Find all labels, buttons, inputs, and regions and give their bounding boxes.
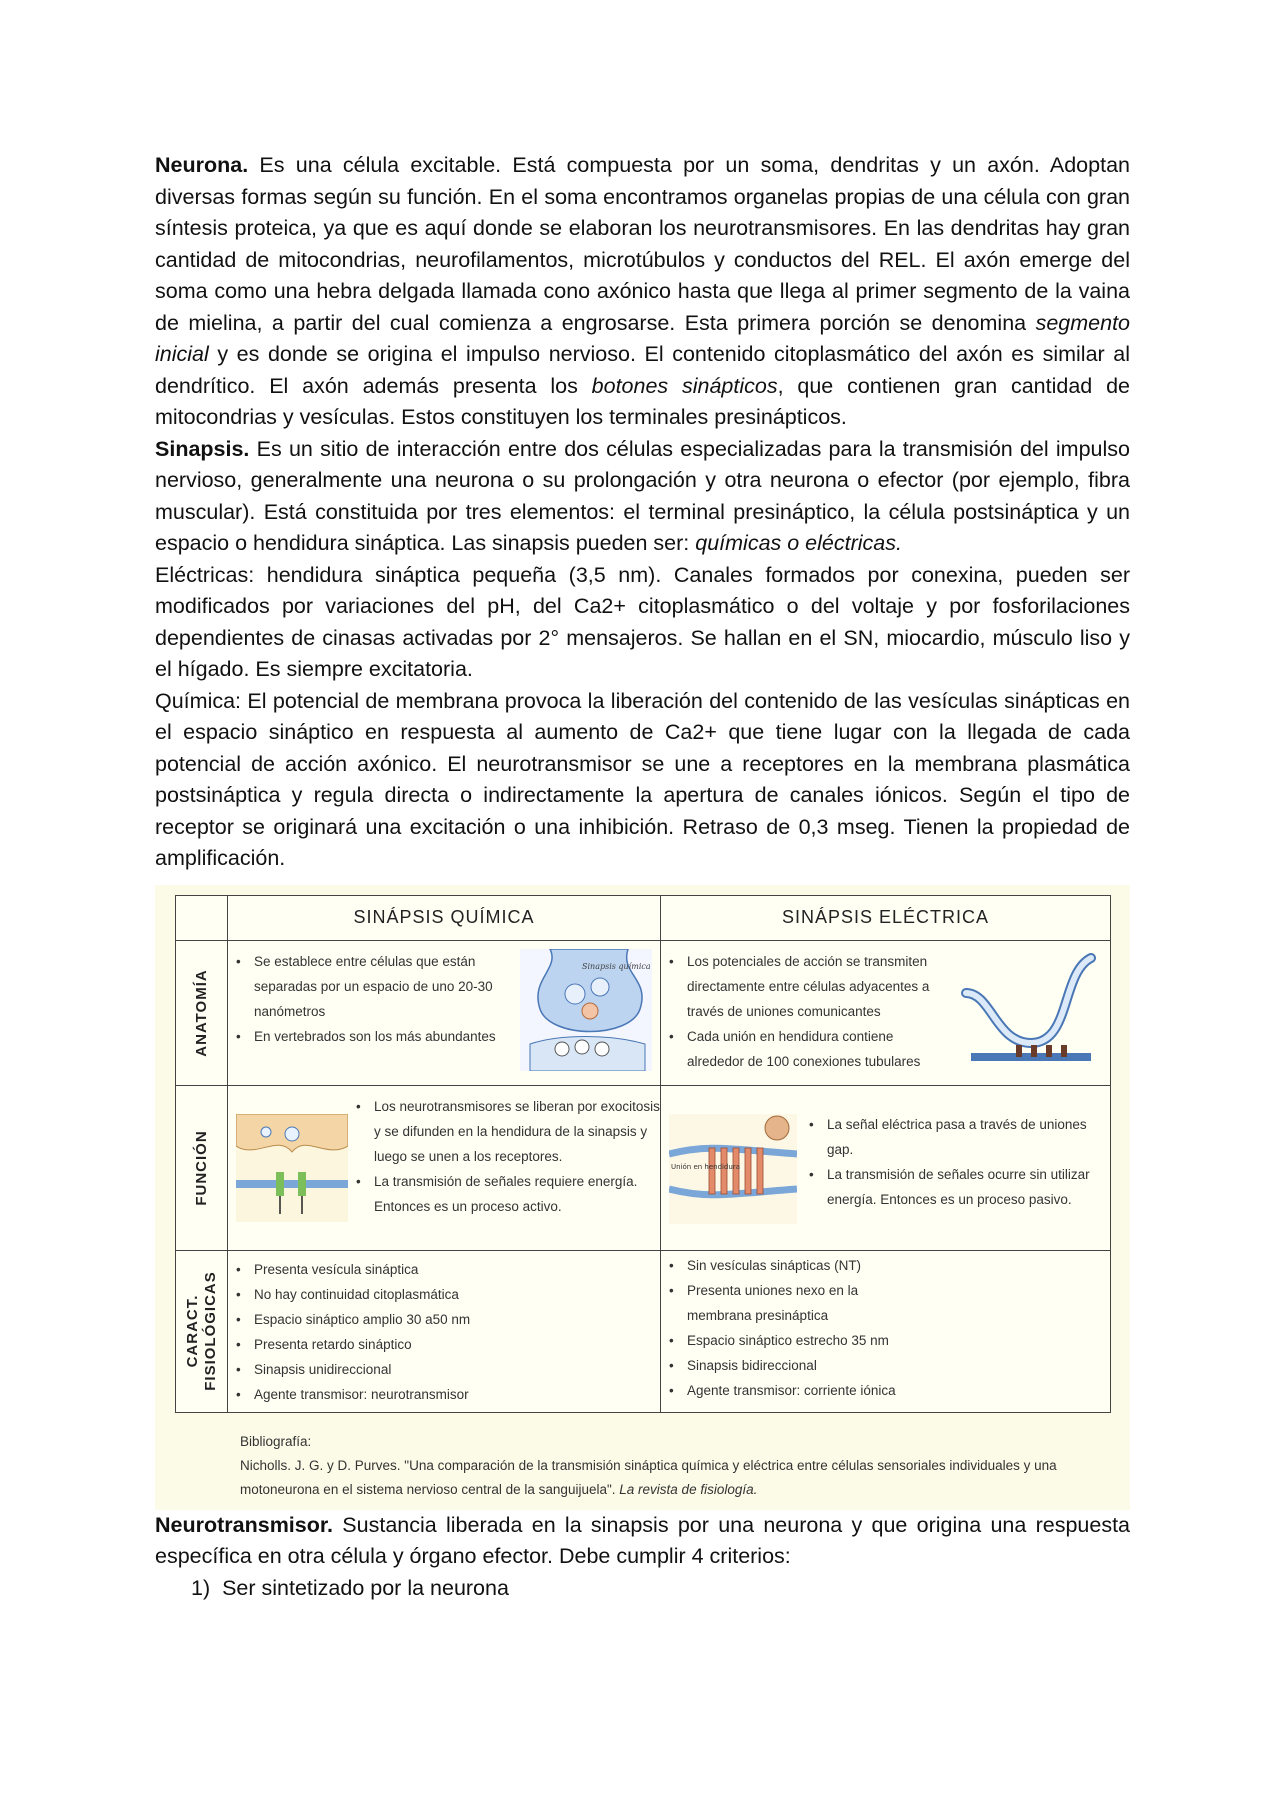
list-item: • Espacio sináptico estrecho 35 nm xyxy=(661,1328,921,1353)
cell-caract-electrica xyxy=(661,1250,1111,1412)
list-text: Ser sintetizado por la neurona xyxy=(222,1575,509,1600)
synapse-comparison-table xyxy=(175,895,1111,1413)
bibliography-label: Bibliografía: xyxy=(240,1433,312,1449)
document-page xyxy=(155,150,1130,1604)
italic-term: segmento inicial xyxy=(155,310,1130,366)
row-label-text xyxy=(184,1271,220,1391)
italic-term: químicas o eléctricas. xyxy=(695,531,902,555)
bibliography xyxy=(240,1430,1060,1502)
list-number: 1) xyxy=(191,1575,211,1600)
list-item: • Cada unión en hendidura contiene alrededor de 100 conexiones tubulares xyxy=(661,1024,951,1074)
text-span: Sustancia liberada en la sinapsis por una neurona y que origina una respuesta específica en otra célula y órgano efector. Debe cumplir 4 criterios: xyxy=(155,1512,1130,1568)
citation: Nicholls. J. G. y D. Purves. "Una comparación de la transmisión sináptica química y eléctrica entre células sensoriales individuales y una motoneurona en el sistema nervioso central de la sanguijuela". xyxy=(240,1457,1057,1497)
chemical-synapse-illustration xyxy=(520,949,652,1071)
cell-caract-quimica xyxy=(228,1250,661,1412)
bullet-list xyxy=(228,1257,660,1407)
row-label-line: CARACT. xyxy=(183,1294,201,1368)
illustration-caption: Unión en hendidura xyxy=(671,1162,741,1171)
term-sinapsis: Sinapsis. xyxy=(155,436,250,461)
list-item: • La transmisión de señales ocurre sin utilizar energía. Entonces es un proceso pasivo. xyxy=(801,1162,1101,1212)
list-item: • No hay continuidad citoplasmática xyxy=(228,1282,660,1307)
list-item: • La señal eléctrica pasa a través de uniones gap. xyxy=(801,1112,1101,1162)
row-label-anatomia xyxy=(176,940,228,1085)
cell-anatomia-quimica xyxy=(228,940,661,1085)
criteria-list xyxy=(155,1573,1130,1605)
list-item: • Sinapsis unidireccional xyxy=(228,1357,660,1382)
row-label-caract xyxy=(176,1250,228,1412)
bullet-list xyxy=(228,949,508,1049)
list-item: • Sin vesículas sinápticas (NT) xyxy=(661,1253,921,1278)
italic-term: botones sinápticos xyxy=(591,373,778,398)
cell-anatomia-electrica xyxy=(661,940,1111,1085)
electrical-synapse-illustration xyxy=(961,953,1101,1071)
text-span: y es donde se origina el impulso nervioso. El contenido citoplasmático del axón es similar al dendrítico. El axón además presenta los xyxy=(155,342,1130,398)
row-label-funcion xyxy=(176,1085,228,1250)
journal-name: La revista de fisiología. xyxy=(619,1481,758,1497)
list-item: • La transmisión de señales requiere energía. Entonces es un proceso activo. xyxy=(348,1169,660,1219)
list-item: • Sinapsis bidireccional xyxy=(661,1353,921,1378)
paragraph-neurona xyxy=(155,150,1130,434)
list-item: • Presenta vesícula sináptica xyxy=(228,1257,660,1282)
bullet-list xyxy=(661,1253,921,1403)
list-item: • Los potenciales de acción se transmiten directamente entre células adyacentes a través de uniones comunicantes xyxy=(661,949,951,1024)
list-item: • Los neurotransmisores se liberan por exocitosis y se difunden en la hendidura de la sinapsis y luego se unen a los receptores. xyxy=(348,1094,660,1169)
text-span: Es una célula excitable. Está compuesta por un soma, dendritas y un axón. Adoptan diversas formas según su función. En el soma encontramos organelas propias de una célula con gran síntesis proteica, ya que es aquí donde se elaboran los neurotransmisores. En las dendritas hay gran cantidad de mitocondrias, neurofilamentos, microtúbulos y conductos del REL. El axón emerge del soma como una hebra delgada llamada cono axónico hasta que llega al primer segmento de la vaina de mielina, a partir del cual comienza a engrosarse. Esta primera porción se denomina xyxy=(155,153,1130,335)
paragraph-electricas: Eléctricas: hendidura sináptica pequeña (3,5 nm). Canales formados por conexina, pueden ser modificados por variaciones del pH, del Ca2+ citoplasmático o del voltaje y por fosforilaciones dependientes de cinasas activadas por 2° mensajeros. Se hallan en el SN, miocardio, músculo liso y el hígado. Es siempre excitatoria. xyxy=(155,562,1130,681)
cell-funcion-quimica xyxy=(228,1085,661,1250)
column-header-electrica: SINÁPSIS ELÉCTRICA xyxy=(661,895,1111,940)
illustration-caption: Sinapsis química xyxy=(582,961,651,971)
list-item xyxy=(155,1573,1130,1605)
gap-junction-illustration xyxy=(669,1114,797,1224)
list-item: • En vertebrados son los más abundantes xyxy=(228,1024,508,1049)
row-label-text: ANATOMÍA xyxy=(192,968,210,1057)
synapse-comparison-figure xyxy=(155,885,1130,1510)
term-neurona: Neurona. xyxy=(155,153,249,177)
list-item: • Agente transmisor: corriente iónica xyxy=(661,1378,921,1403)
table-corner xyxy=(176,895,228,940)
term-neurotransmisor: Neurotransmisor. xyxy=(155,1512,334,1537)
list-item: • Presenta retardo sináptico xyxy=(228,1332,660,1357)
bibliography-text xyxy=(240,1454,1060,1502)
list-item: • Se establece entre células que están separadas por un espacio de uno 20-30 nanómetros xyxy=(228,949,508,1024)
exocytosis-illustration xyxy=(236,1114,348,1222)
list-item: • Espacio sináptico amplio 30 a50 nm xyxy=(228,1307,660,1332)
text-span: , que contienen gran cantidad de mitocondrias y vesículas. Estos constituyen los terminales presinápticos. xyxy=(155,373,1130,429)
paragraph-neurotransmisor xyxy=(155,1510,1130,1573)
paragraph-quimica: Química: El potencial de membrana provoca la liberación del contenido de las vesículas sinápticas en el espacio sináptico en respuesta al aumento de Ca2+ que tiene lugar con la llegada de cada potencial de acción axónico. El neurotransmisor se une a receptores en la membrana plasmática postsináptica y regula directa o indirectamente la apertura de canales iónicos. Según el tipo de receptor se originará una excitación o una inhibición. Retraso de 0,3 mseg. Tienen la propiedad de amplificación. xyxy=(155,688,1130,870)
column-header-quimica: SINÁPSIS QUÍMICA xyxy=(228,895,661,940)
text-span: Es un sitio de interacción entre dos células especializadas para la transmisión del impulso nervioso, generalmente una neurona o su prolongación y otra neurona o efector (por ejemplo, fibra muscular). Está constituida por tres elementos: el terminal presináptico, la célula postsináptica y un espacio o hendidura sináptica. Las sinapsis pueden ser: xyxy=(155,436,1130,555)
list-item: • Agente transmisor: neurotransmisor xyxy=(228,1382,660,1407)
row-label-line: FISIOLÓGICAS xyxy=(201,1271,219,1391)
list-item: • Presenta uniones nexo en la membrana presináptica xyxy=(661,1278,921,1328)
row-label-text: FUNCIÓN xyxy=(192,1129,210,1206)
paragraph-sinapsis xyxy=(155,434,1130,560)
bullet-list xyxy=(801,1112,1101,1212)
bullet-list xyxy=(661,949,951,1074)
cell-funcion-electrica xyxy=(661,1085,1111,1250)
bullet-list xyxy=(348,1094,660,1219)
